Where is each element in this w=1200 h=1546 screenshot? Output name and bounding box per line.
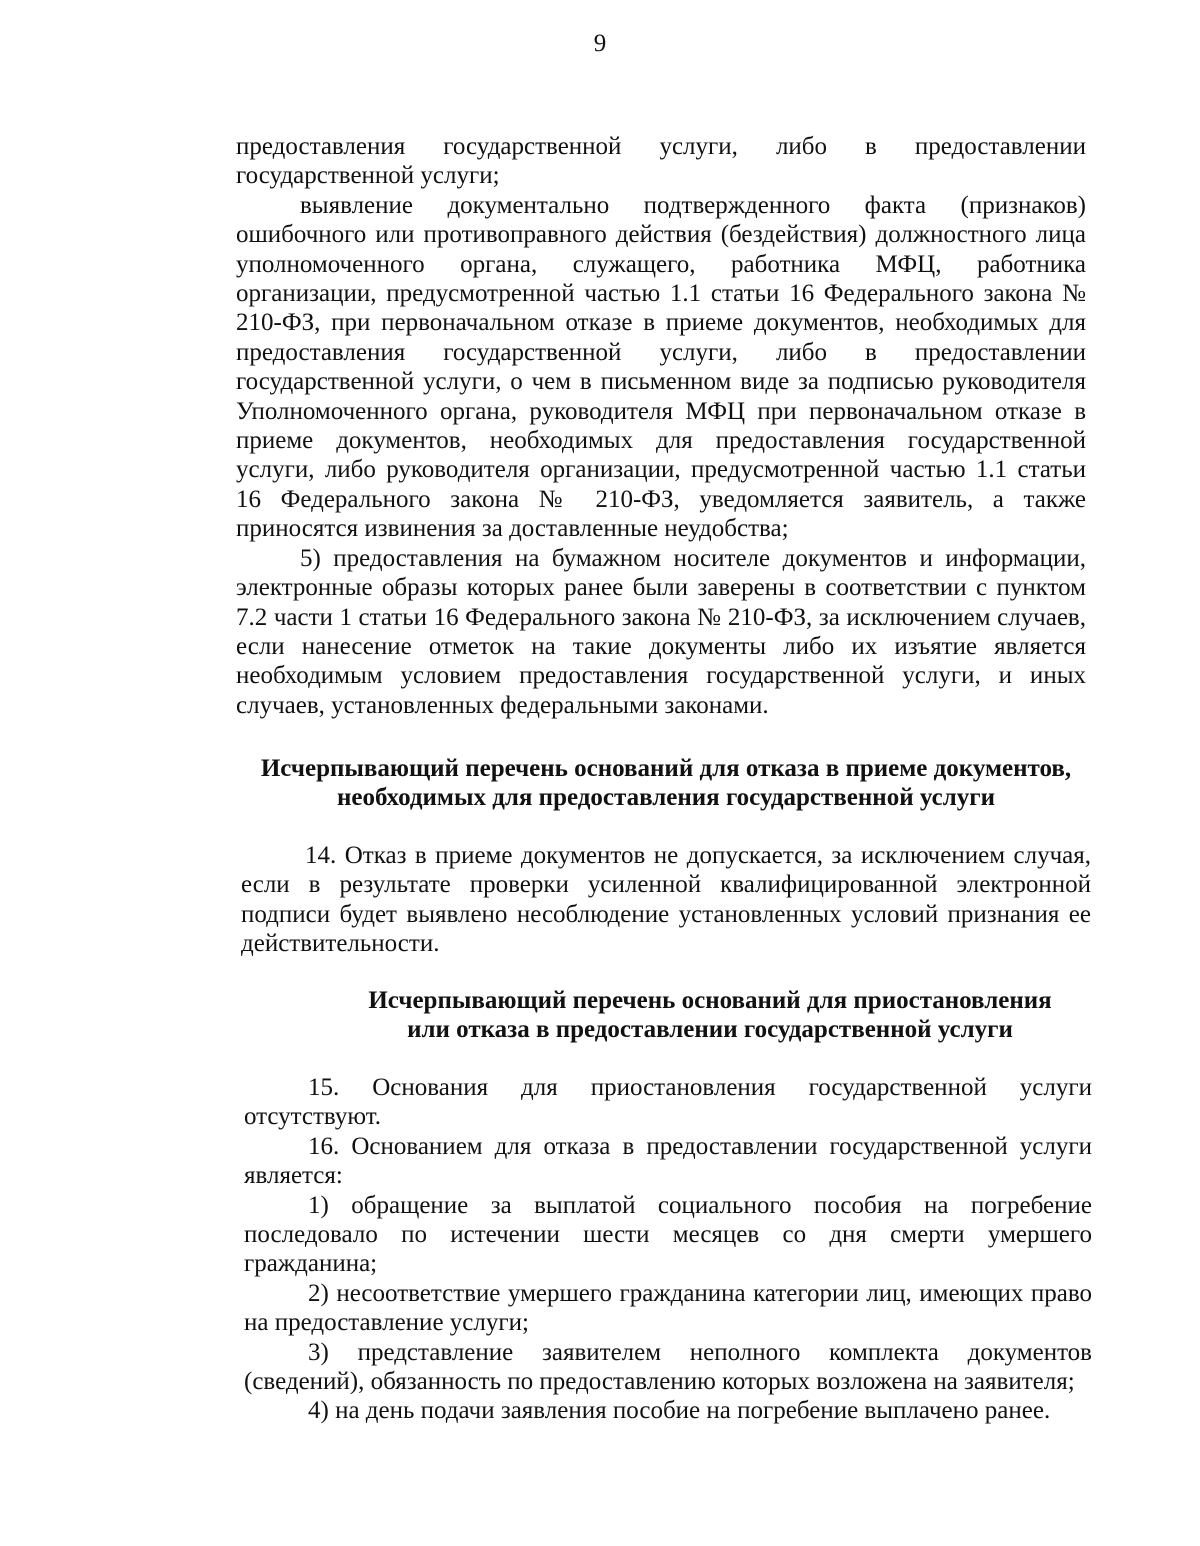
heading-line: Исчерпывающий перечень оснований для приостановления (368, 987, 1052, 1014)
text-block-clauses-15-16 (244, 1073, 1092, 1426)
list-item-4: 4) на день подачи заявления пособие на погребение выплачено ранее. (308, 1397, 1051, 1425)
heading-line: или отказа в предоставлении государственной услуги (407, 1016, 1013, 1044)
section-heading-refusal-acceptance (236, 754, 1096, 813)
section-heading-suspension-refusal (290, 986, 1130, 1045)
heading-line: Исчерпывающий перечень оснований для отказа в приеме документов, (260, 755, 1072, 782)
paragraph-error-detection: выявление документально подтвержденного факта (признаков) ошибочного или противоправного действия (бездействия) должностного лица уполномоченного органа, служащего, работника МФЦ, работника организации, предусмотренной частью 1.1 статьи 16 Федерального закона № 210-ФЗ, при первоначальном отказе в приеме документов, необходимых для предоставления государственной услуги, либо в предоставлении государственной услуги, о чем в письменном виде за подписью руководителя Уполномоченного органа, руководителя МФЦ при первоначальном отказе в приеме документов, необходимых для предоставления государственной услуги, либо руководителя организации, предусмотренной частью 1.1 статьи 16 Федерального закона № 210-ФЗ, уведомляется заявитель, а также приносятся извинения за доставленные неудобства; (236, 191, 1086, 543)
paragraph-clause-15: 15. Основания для приостановления государственной услуги отсутствуют. (244, 1074, 1092, 1131)
paragraph-clause-16: 16. Основанием для отказа в предоставлении государственной услуги является: (244, 1132, 1092, 1190)
paragraph-item-5: 5) предоставления на бумажном носителе документов и информации, электронные образы которых ранее были заверены в соответствии с пунктом 7.2 части 1 статьи 16 Федерального закона № 210-ФЗ, за исключением случаев, если нанесение отметок на такие документы либо их изъятие является необходимым условием предоставления государственной услуги, и иных случаев, установленных федеральными законами. (236, 544, 1086, 719)
paragraph-clause-14: 14. Отказ в приеме документов не допускается, за исключением случая, если в результате проверки усиленной квалифицированной электронной подписи будет выявлено несоблюдение установленных условий признания ее действительности. (241, 842, 1091, 958)
text-block-continuation (236, 132, 1086, 720)
heading-line: необходимых для предоставления государственной услуги (337, 784, 995, 812)
text-block-clause-14 (241, 841, 1091, 959)
list-item-2: 2) несоответствие умершего гражданина категории лиц, имеющих право на предоставление услуги; (244, 1279, 1092, 1337)
page-number: 9 (593, 30, 607, 57)
list-item-1: 1) обращение за выплатой социального пособия на погребение последовало по истечении шести месяцев со дня смерти умершего гражданина; (244, 1191, 1092, 1278)
paragraph-continuation: предоставления государственной услуги, либо в предоставлении государственной услуги; (236, 133, 1086, 190)
list-item-3: 3) представление заявителем неполного комплекта документов (сведений), обязанность по предоставлению которых возложена на заявителя; (244, 1338, 1092, 1396)
